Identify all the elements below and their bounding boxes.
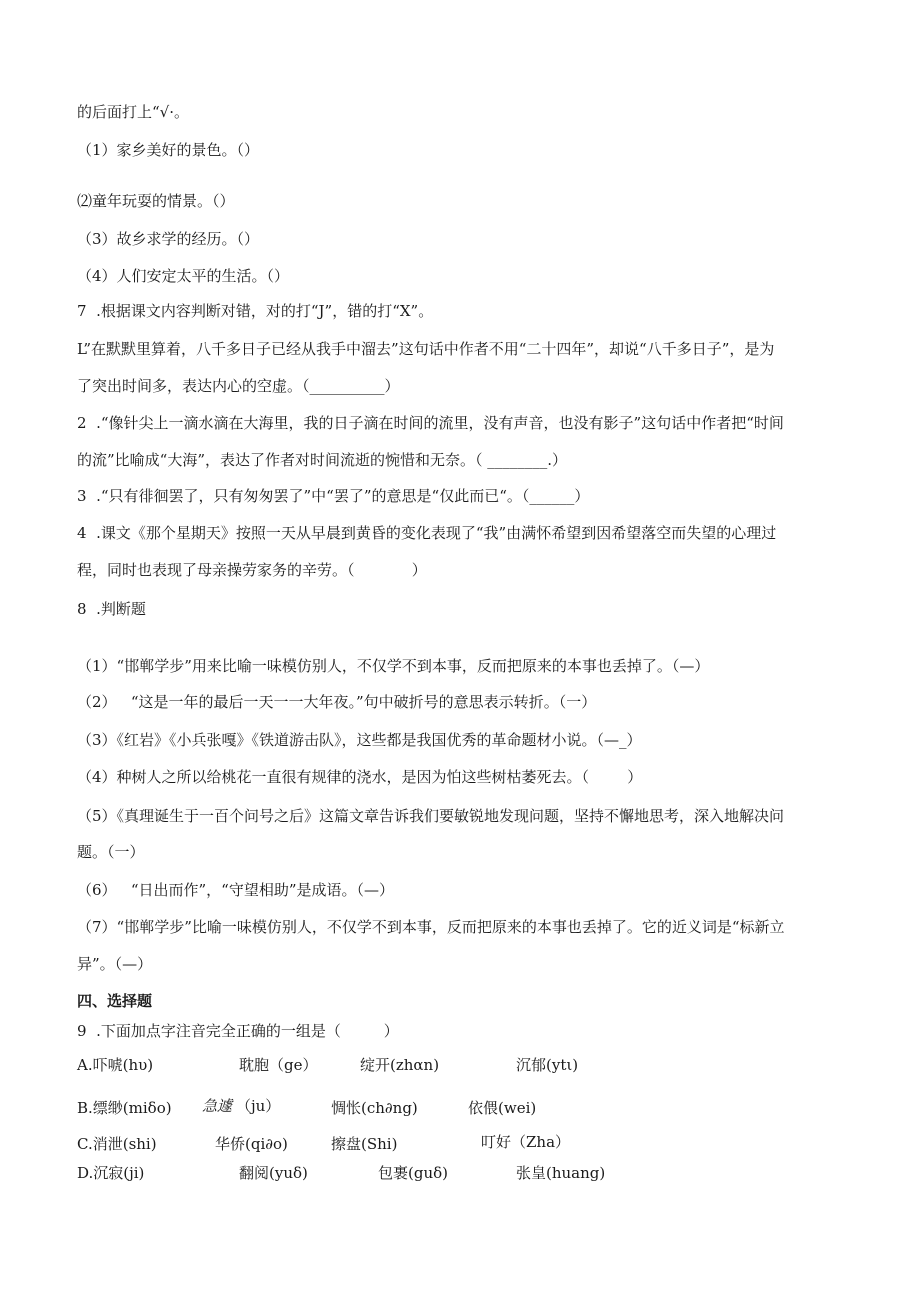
q9-option-c-word-2: 华侨(qi∂o) bbox=[215, 1135, 288, 1153]
q7-line-6: 4 .课文《那个星期天》按照一天从早晨到黄昏的变化表现了“我”由满怀希望到因希望落空而失望的心理过 bbox=[77, 524, 777, 542]
q8-line-9: 异”。（—） bbox=[77, 955, 153, 973]
q6-item-2: ⑵童年玩耍的情景。（） bbox=[77, 192, 235, 210]
q9-option-b: B.缥缈(miδo) bbox=[77, 1099, 172, 1117]
section-heading: 四、选择题 bbox=[77, 992, 153, 1010]
q8-line-4: （4）种树人之所以给桃花一直很有规律的浇水，是因为怕这些树枯萎死去。（ ） bbox=[77, 768, 643, 786]
q7-stem: 7 .根据课文内容判断对错，对的打“J”，错的打“X”。 bbox=[77, 302, 434, 320]
q8-line-3: （3）《红岩》《小兵张嘎》《铁道游击队》，这些都是我国优秀的革命题材小说。（—_） bbox=[77, 731, 642, 749]
q8-line-2: （2） “这是一年的最后一天一一大年夜。”句中破折号的意思表示转折。（一） bbox=[77, 693, 597, 711]
q6-item-4: （4）人们安定太平的生活。（） bbox=[77, 267, 290, 285]
q9-option-b-word-2-handwritten: 急遽 bbox=[202, 1097, 233, 1115]
q7-line-1: L”在默默里算着，八千多日子已经从我手中溜去”这句话中作者不用“二十四年”，却说“八千多日子”，是为 bbox=[77, 340, 775, 358]
q9-option-d-word-4: 张皇(huang) bbox=[516, 1164, 606, 1182]
q6-instruction-tail: 的后面打上“√·。 bbox=[77, 103, 189, 121]
q8-stem: 8 .判断题 bbox=[77, 600, 146, 618]
q9-option-c-word-4: 叮好（Zha） bbox=[481, 1133, 571, 1151]
q9-option-d: D.沉寂(ji) bbox=[77, 1164, 145, 1182]
q8-line-7: （6） “日出而作”，“守望相助”是成语。（—） bbox=[77, 881, 395, 899]
q9-option-a-word-4: 沉郁(ytι) bbox=[516, 1056, 579, 1074]
q6-item-1: （1）家乡美好的景色。（） bbox=[77, 141, 260, 159]
q9-option-a: A.吓唬(hυ) bbox=[77, 1056, 154, 1074]
q9-option-b-word-2-pinyin: （ju） bbox=[236, 1097, 281, 1115]
q7-line-5: 3 .“只有徘徊罢了，只有匆匆罢了”中“罢了”的意思是“仅此而已“。（______） bbox=[77, 487, 590, 505]
q8-line-5: （5）《真理诞生于一百个问号之后》这篇文章告诉我们要敏锐地发现问题，坚持不懈地思考，深入地解决问 bbox=[77, 807, 785, 825]
q9-option-b-word-4: 依偎(wei) bbox=[468, 1099, 537, 1117]
q9-option-d-word-3: 包裹(guδ) bbox=[378, 1164, 448, 1182]
q8-line-1: （1）“邯郸学步”用来比喻一味模仿别人，不仅学不到本事，反而把原来的本事也丢掉了。（—） bbox=[77, 657, 710, 675]
q8-line-8: （7）“邯郸学步”比喻一味模仿别人，不仅学不到本事，反而把原来的本事也丢掉了。它的近义词是“标新立 bbox=[77, 918, 785, 936]
q9-stem: 9 .下面加点字注音完全正确的一组是（ ） bbox=[77, 1022, 399, 1040]
q9-option-d-word-2: 翻阅(yuδ) bbox=[239, 1164, 308, 1182]
q7-line-4: 的流”比喻成“大海”，表达了作者对时间流逝的惋惜和无奈。（ ________.） bbox=[77, 451, 568, 469]
q7-line-2: 了突出时间多，表达内心的空虚。（__________） bbox=[77, 377, 400, 395]
q7-line-7: 程，同时也表现了母亲操劳家务的辛劳。（ ） bbox=[77, 561, 427, 579]
q8-line-6: 题。（一） bbox=[77, 843, 145, 861]
q7-line-3: 2 .“像针尖上一滴水滴在大海里，我的日子滴在时间的流里，没有声音，也没有影子”这句话中作者把“时间 bbox=[77, 414, 784, 432]
q9-option-c-word-3: 擦盘(Shi) bbox=[331, 1135, 398, 1153]
q9-option-c: C.消泄(shi) bbox=[77, 1135, 157, 1153]
q9-option-b-word-3: 惆怅(ch∂ng) bbox=[331, 1099, 418, 1117]
q6-item-3: （3）故乡求学的经历。（） bbox=[77, 230, 260, 248]
q9-option-a-word-2: 耽胞（ge） bbox=[239, 1056, 318, 1074]
q9-option-a-word-3: 绽开(zhαn) bbox=[360, 1056, 440, 1074]
